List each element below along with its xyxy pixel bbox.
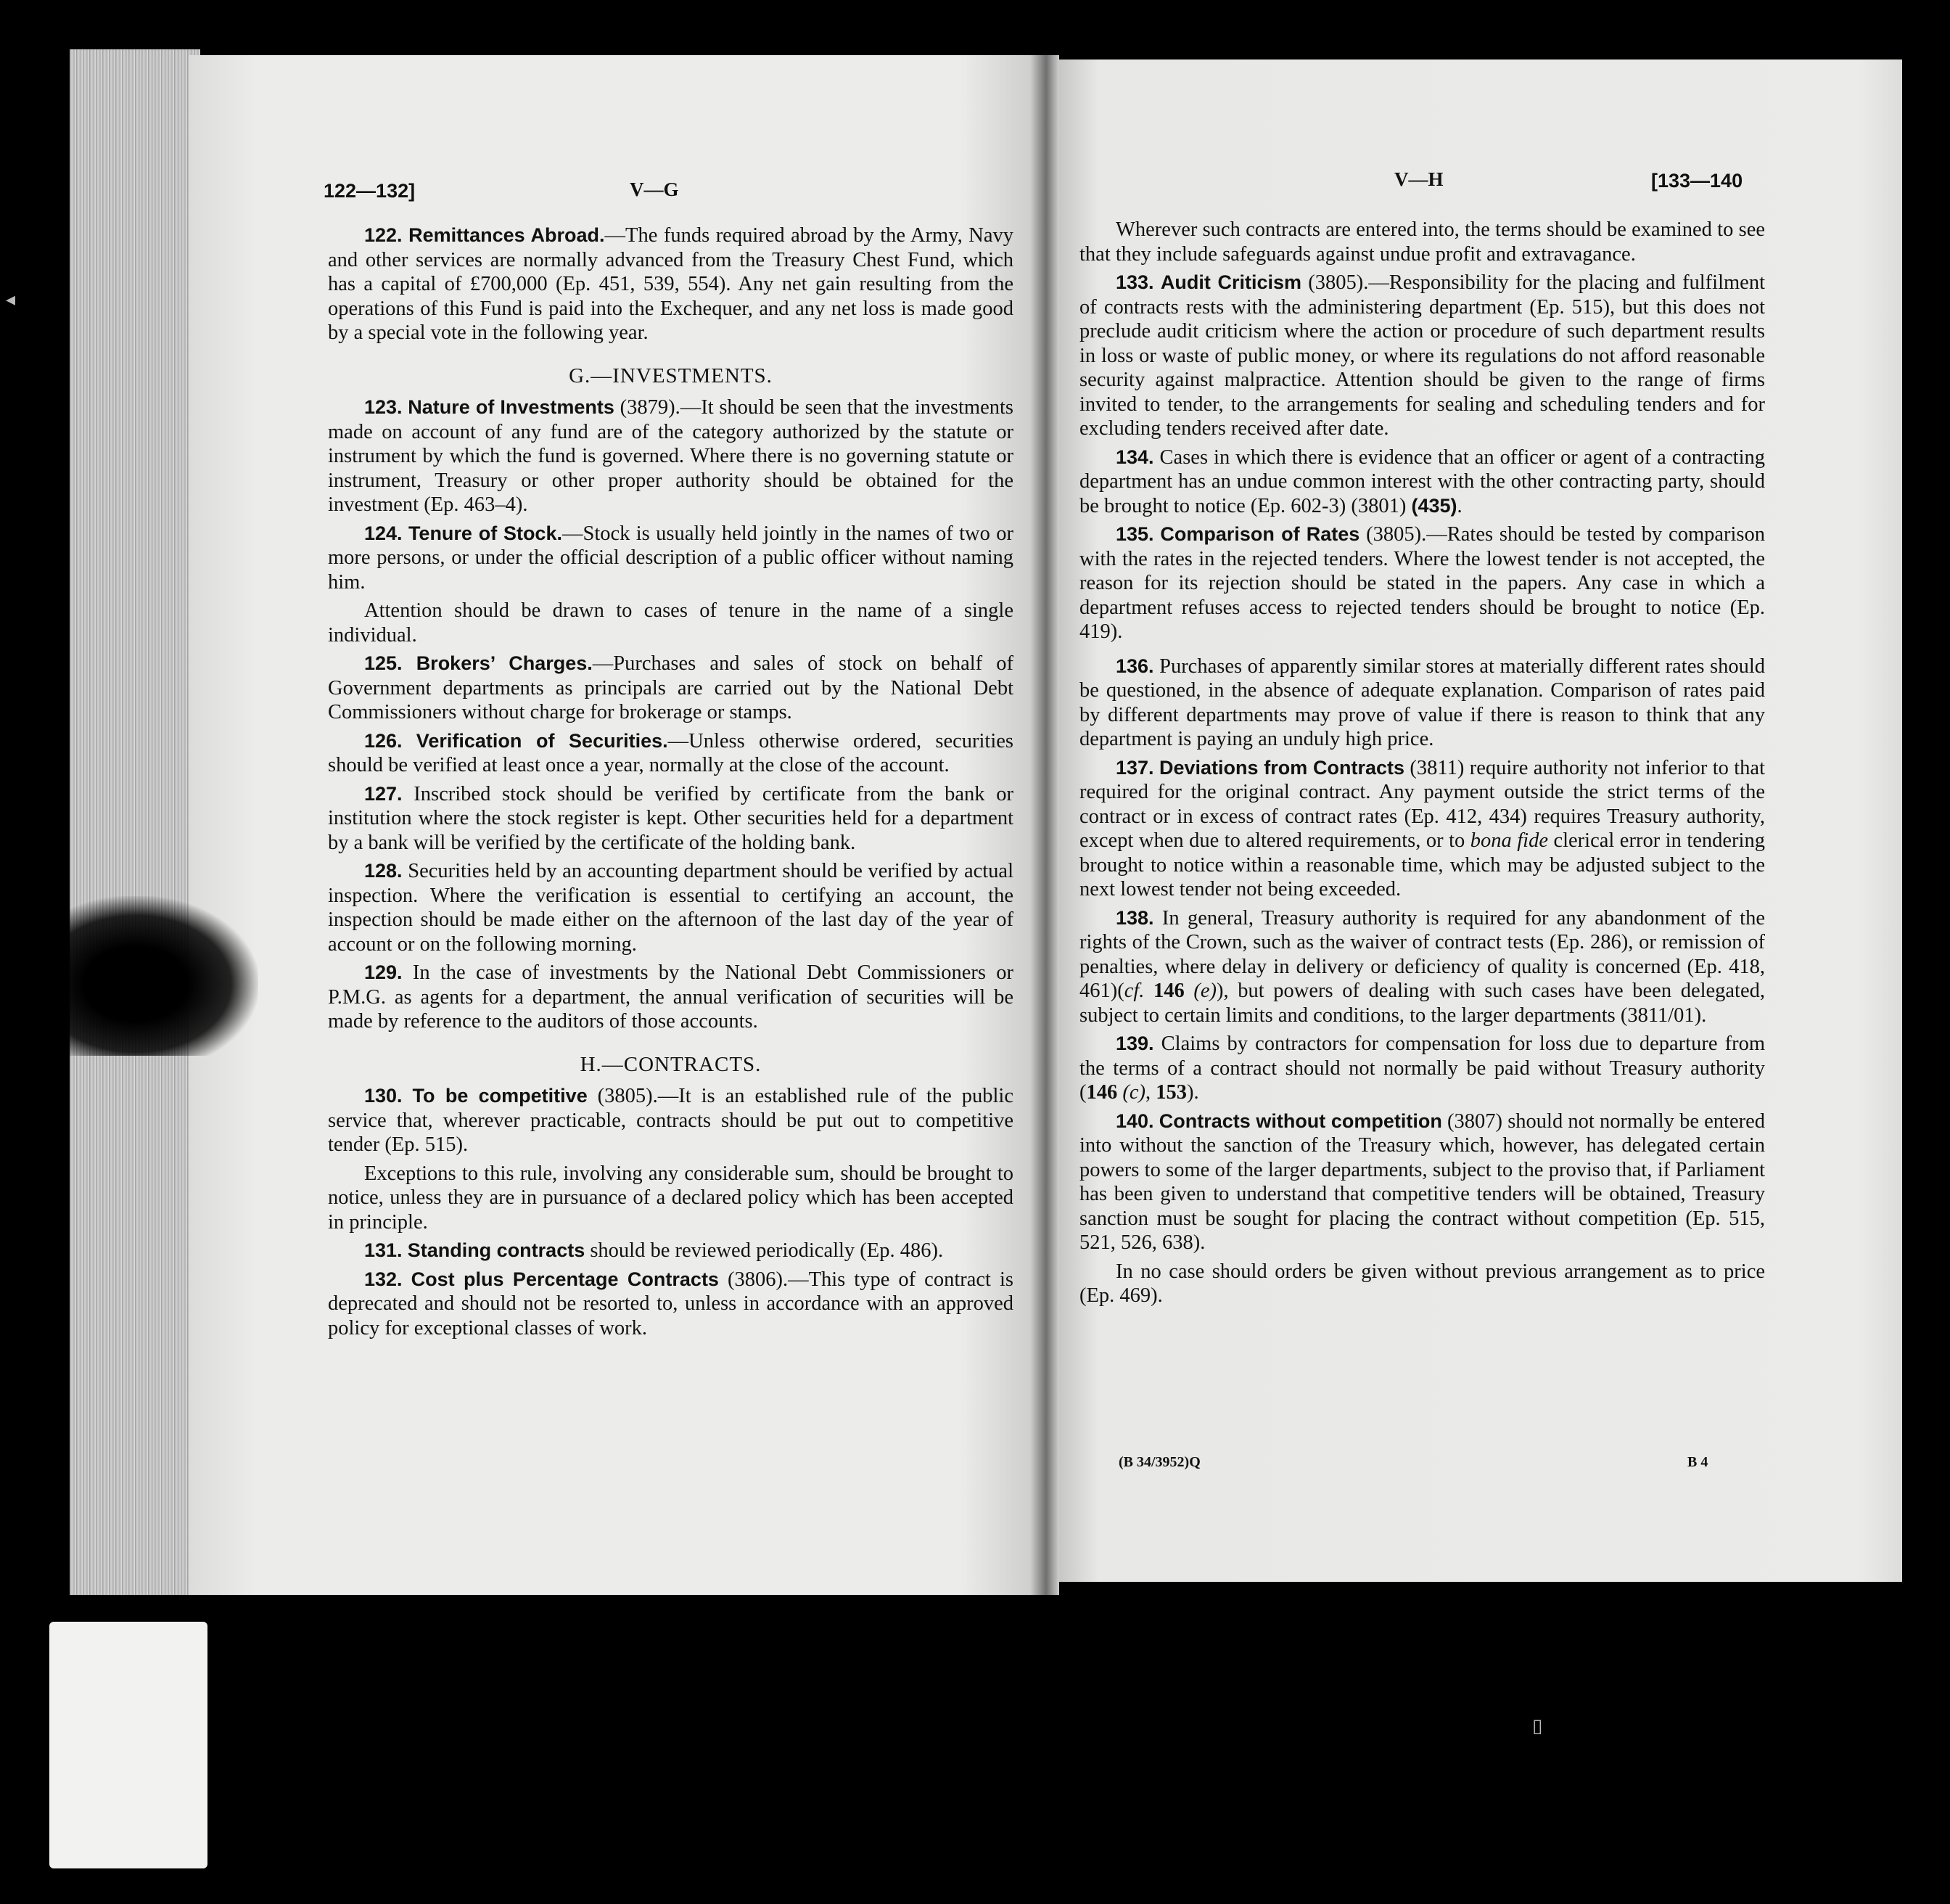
paragraph-body: —Unless otherwise ordered, securities should be verified at least once a year, normally at the close of the account. bbox=[328, 729, 1013, 776]
paragraph-129 bbox=[328, 961, 1013, 1034]
paragraph-body: Claims by contractors for compensation for loss due to departure from the terms of a contract should not normally be paid without Treasury authority ( bbox=[1079, 1033, 1765, 1104]
paragraph-body: (3811) require authority not inferior to that required for the original contract. Any payment outside the strict terms of the contract or in excess of contract rates (Ep. 412, 434) requires Treasury authority, except when due to altered requirements, or to bbox=[1079, 756, 1765, 852]
paragraph-137 bbox=[1079, 756, 1765, 902]
paragraph-body: —Stock is usually held jointly in the names of two or more persons, or under the official description of a public officer without naming him. bbox=[328, 522, 1013, 594]
paragraph-body: (3805).—It is an established rule of the public service that, wherever practicable, contracts should be put out to competitive tender (Ep. 515). bbox=[328, 1085, 1013, 1156]
italic-term: bona fide bbox=[1470, 829, 1548, 852]
italic-term: cf. bbox=[1124, 980, 1145, 1002]
paragraph-132-continued: Wherever such contracts are entered into, the terms should be examined to see that they include safeguards against undue profit and extravagance. bbox=[1079, 218, 1765, 266]
right-running-head-section: V—H bbox=[1394, 168, 1444, 190]
section-heading-investments: G.—INVESTMENTS. bbox=[569, 364, 773, 387]
paragraph-127 bbox=[328, 782, 1013, 855]
paragraph-body: . bbox=[1457, 494, 1462, 517]
paragraph-number: 132. bbox=[364, 1268, 403, 1290]
paragraph-number: 125. bbox=[364, 652, 403, 674]
paragraph-body: Purchases of apparently similar stores at materially different rates should be questioned, in the absence of adequate explanation. Comparison of rates paid by different departments may prove of value if there is reason to think that any department is paying an unduly high price. bbox=[1079, 654, 1765, 750]
paragraph-body: Inscribed stock should be verified by certificate from the bank or institution where the stock register is kept. Other securities held for a department by a bank will be verified by the certificate of the holding bank. bbox=[328, 782, 1013, 854]
paragraph-134 bbox=[1079, 446, 1765, 519]
paragraph-title: Verification of Securities. bbox=[416, 729, 668, 752]
paragraph-body: should be reviewed periodically (Ep. 486). bbox=[585, 1239, 944, 1262]
paragraph-body: —The funds required abroad by the Army, Navy and other services are normally advanced from the Treasury Chest Fund, which has a capital of £700,000 (Ep. 451, 539, 554). Any net gain resulting from the operations of this Fund is paid into the Exchequer, and any net loss is made good by a special vote in the following year. bbox=[328, 224, 1013, 344]
separator: , bbox=[1145, 1081, 1156, 1104]
paragraph-number: 137. bbox=[1116, 756, 1154, 779]
paragraph-number: 123. bbox=[364, 396, 403, 418]
paragraph-title: Tenure of Stock. bbox=[408, 522, 562, 544]
paragraph-128 bbox=[328, 859, 1013, 956]
paragraph-125 bbox=[328, 652, 1013, 725]
signature-mark: B 4 bbox=[1687, 1454, 1708, 1470]
paragraph-130-continued: Exceptions to this rule, involving any considerable sum, should be brought to notice, unless they are in pursuance of a declared policy which has been accepted in principle. bbox=[328, 1162, 1013, 1234]
printer-code: (B 34/3952)Q bbox=[1119, 1454, 1201, 1470]
speck-mark: ▯ bbox=[1532, 1715, 1543, 1737]
book-gutter bbox=[1030, 55, 1059, 1595]
left-running-head-range: 122—132] bbox=[324, 180, 416, 202]
paragraph-body: (3806).—This type of contract is deprecated and should not be resorted to, unless in accordance with an approved policy for exceptional classes of work. bbox=[328, 1268, 1014, 1339]
paragraph-number: 140. bbox=[1116, 1109, 1154, 1132]
paragraph-number: 126. bbox=[364, 729, 403, 752]
paragraph-body: clerical error in tendering brought to notice within a reasonable time, which may be adjusted subject to the next lowest tender not being exceeded. bbox=[1079, 829, 1765, 900]
paragraph-number: 139. bbox=[1116, 1033, 1154, 1054]
paragraph-title: Standing contracts bbox=[407, 1239, 585, 1261]
paragraph-132 bbox=[328, 1268, 1013, 1341]
paragraph-title: Comparison of Rates bbox=[1160, 523, 1360, 545]
paragraph-number: 129. bbox=[364, 961, 403, 983]
paragraph-number: 122. bbox=[364, 224, 403, 246]
cross-reference: 153 bbox=[1156, 1081, 1188, 1104]
paragraph-138 bbox=[1079, 906, 1765, 1028]
paragraph-body: (3805).—Rates should be tested by comparison with the rates in the rejected tenders. Where the lowest tender is not accepted, the reason for its rejection should be stated in the papers. Any case in which a department refuses access to rejected tenders should be brought to notice (Ep. 419). bbox=[1079, 523, 1766, 643]
paragraph-140 bbox=[1079, 1109, 1765, 1255]
paragraph-title: Remittances Abroad. bbox=[408, 224, 605, 246]
paragraph-body: (3807) should not normally be entered into without the sanction of the Treasury which, however, has delegated certain powers to some of the larger departments, subject to the proviso that, if Parliament has been given to understand that competitive tenders will be obtained, Treasury sanction must be sought for placing the contract without competition (Ep. 515, 521, 526, 638). bbox=[1079, 1109, 1766, 1254]
paragraph-title: Cost plus Percentage Contracts bbox=[411, 1268, 719, 1290]
paragraph-number: 134. bbox=[1116, 446, 1154, 468]
cross-reference: 146 bbox=[1153, 980, 1185, 1002]
paragraph-133 bbox=[1079, 271, 1765, 441]
paragraph-number: 136. bbox=[1116, 654, 1154, 677]
paragraph-139 bbox=[1079, 1032, 1765, 1105]
paragraph-title: To be competitive bbox=[412, 1085, 588, 1107]
paragraph-140-continued: In no case should orders be given without previous arrangement as to price (Ep. 469). bbox=[1079, 1260, 1765, 1307]
paragraph-122 bbox=[328, 223, 1013, 345]
paragraph-body: (3805).—Responsibility for the placing and fulfilment of contracts rests with the administering department (Ep. 515), but this does not preclude audit criticism where the action or procedure of such department results in loss or waste of public money, or where its regulations do not afford reasonable security against malpractice. Attention should be given to the range of firms invited to tender, to the arrangements for sealing and scheduling tenders and for excluding tenders received after date. bbox=[1079, 271, 1765, 440]
left-running-head-section: V—G bbox=[630, 178, 679, 200]
paragraph-number: 135. bbox=[1116, 523, 1154, 545]
paragraph-136 bbox=[1079, 654, 1765, 752]
speck-mark: ◂ bbox=[6, 289, 16, 311]
paragraph-body: (3879).—It should be seen that the investments made on account of any fund are of the category authorized by the statute or instrument by which the fund is governed. Where there is no governing statute or instrument, Treasury or other proper authority should be obtained for the investment (Ep. 463–4). bbox=[328, 396, 1013, 516]
paragraph-126 bbox=[328, 729, 1013, 778]
thumb-shadow bbox=[70, 896, 258, 1056]
paragraph-130 bbox=[328, 1084, 1013, 1157]
paragraph-body: Cases in which there is evidence that an officer or agent of a contracting department has an undue common interest with the other contracting party, should be brought to notice (Ep. 602-3) (3801) bbox=[1079, 446, 1765, 517]
paragraph-body: ), but powers of dealing with such cases have been delegated, subject to certain limits and conditions, to the larger departments (3811/01). bbox=[1079, 980, 1765, 1027]
paragraph-body: —Purchases and sales of stock on behalf of Government departments as principals are carried out by the National Debt Commissioners without charge for brokerage or stamps. bbox=[328, 652, 1014, 723]
paragraph-124-continued: Attention should be drawn to cases of tenure in the name of a single individual. bbox=[328, 599, 1013, 647]
cross-reference: 146 bbox=[1086, 1081, 1118, 1104]
paragraph-number: 133. bbox=[1116, 271, 1154, 293]
paragraph-number: 127. bbox=[364, 782, 403, 805]
paragraph-title: Deviations from Contracts bbox=[1159, 756, 1405, 779]
cross-reference-sub: (c) bbox=[1122, 1081, 1146, 1104]
paragraph-title: Brokers’ Charges. bbox=[416, 652, 593, 674]
paragraph-number: 124. bbox=[364, 522, 403, 544]
paragraph-body: In the case of investments by the National Debt Commissioners or P.M.G. as agents for a department, the annual verification of securities will be made by reference to the auditors of those accounts. bbox=[328, 961, 1013, 1033]
paragraph-135 bbox=[1079, 522, 1765, 644]
cross-reference-sub: (e) bbox=[1193, 980, 1217, 1002]
right-running-head-range: [133—140 bbox=[1651, 170, 1743, 192]
blank-card bbox=[49, 1622, 207, 1868]
paragraph-title: Audit Criticism bbox=[1160, 271, 1302, 293]
paragraph-124 bbox=[328, 522, 1013, 595]
paragraph-123 bbox=[328, 395, 1013, 517]
paragraph-title: Contracts without competition bbox=[1159, 1109, 1442, 1132]
paragraph-body: In general, Treasury authority is required for any abandonment of the rights of the Crown, such as the waiver of contract tests (Ep. 286), or remission of penalties, where delay in delivery or deficiency of quality is concerned (Ep. 418, 461)( bbox=[1079, 906, 1765, 1002]
paragraph-number: 131. bbox=[364, 1239, 403, 1261]
paragraph-title: Nature of Investments bbox=[408, 396, 614, 418]
paragraph-number: 128. bbox=[364, 860, 403, 882]
paragraph-number: 130. bbox=[364, 1085, 403, 1107]
right-page-text bbox=[1079, 218, 1765, 1313]
paragraph-body: ). bbox=[1187, 1081, 1199, 1104]
cross-reference: (435) bbox=[1411, 494, 1457, 517]
section-heading-contracts: H.—CONTRACTS. bbox=[580, 1052, 762, 1076]
paragraph-131 bbox=[328, 1239, 1013, 1263]
paragraph-number: 138. bbox=[1116, 906, 1154, 929]
page-edge-stack bbox=[70, 49, 200, 1595]
left-page-text bbox=[328, 223, 1013, 1345]
paragraph-body: Securities held by an accounting department should be verified by actual inspection. Where the verification is essential to certifying an account, the inspection should be made either on the afternoon of the last day of the year of account or on the following morning. bbox=[328, 860, 1013, 956]
